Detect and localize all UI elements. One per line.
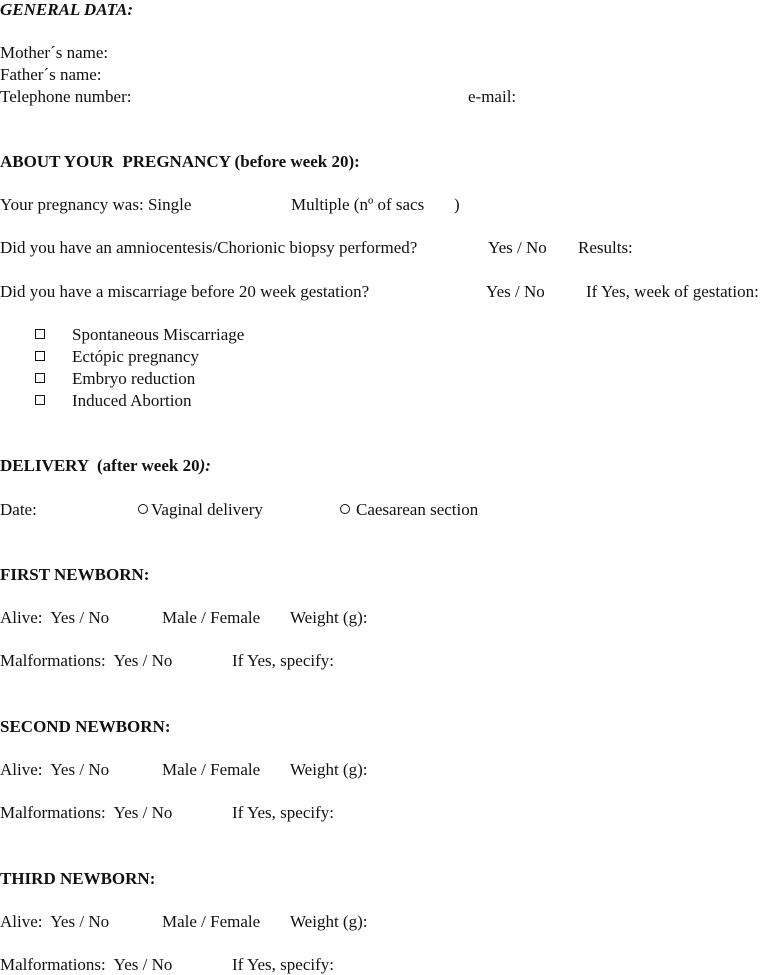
telephone-label: Telephone number: <box>0 87 132 106</box>
first-newborn-heading: FIRST NEWBORN: <box>0 565 150 584</box>
third-malformations-label: Malformations: Yes / No <box>0 955 173 974</box>
embryo-reduction-checkbox[interactable] <box>35 373 45 383</box>
first-sex-label: Male / Female <box>162 608 261 627</box>
amnio-yes-no: Yes / No <box>488 238 547 257</box>
email-label: e-mail: <box>468 87 517 106</box>
second-malformations-label: Malformations: Yes / No <box>0 803 173 822</box>
amnio-question: Did you have an amniocentesis/Chorionic biopsy performed? <box>0 238 418 257</box>
second-alive-label: Alive: Yes / No <box>0 760 110 779</box>
multiple-label: Multiple (nº of sacs ) <box>291 195 460 214</box>
third-weight-label: Weight (g): <box>290 912 368 931</box>
vaginal-label: Vaginal delivery <box>151 500 263 519</box>
ectopic-checkbox[interactable] <box>35 351 45 361</box>
ectopic-label: Ectópic pregnancy <box>72 347 199 366</box>
third-specify-label: If Yes, specify: <box>232 955 334 974</box>
second-weight-label: Weight (g): <box>290 760 368 779</box>
gestation-week-label: If Yes, week of gestation: <box>586 282 759 301</box>
third-sex-label: Male / Female <box>162 912 261 931</box>
delivery-heading-main: DELIVERY (after week 20 <box>0 456 200 475</box>
caesarean-option[interactable] <box>340 500 478 520</box>
first-malformations-label: Malformations: Yes / No <box>0 651 173 670</box>
third-newborn-heading: THIRD NEWBORN: <box>0 869 156 888</box>
miscarriage-yes-no: Yes / No <box>486 282 545 301</box>
results-label: Results: <box>578 238 633 257</box>
first-alive-label: Alive: Yes / No <box>0 608 110 627</box>
caesarean-radio-icon[interactable] <box>340 504 350 514</box>
induced-abortion-checkbox[interactable] <box>35 395 45 405</box>
second-sex-label: Male / Female <box>162 760 261 779</box>
first-specify-label: If Yes, specify: <box>232 651 334 670</box>
spontaneous-label: Spontaneous Miscarriage <box>72 325 245 344</box>
delivery-heading <box>0 456 211 476</box>
embryo-reduction-label: Embryo reduction <box>72 369 196 388</box>
pregnancy-type-label: Your pregnancy was: Single <box>0 195 192 214</box>
delivery-date-label: Date: <box>0 500 37 519</box>
general-data-heading: GENERAL DATA: <box>0 0 134 19</box>
vaginal-radio-icon[interactable] <box>138 504 148 514</box>
pregnancy-heading: ABOUT YOUR PREGNANCY (before week 20): <box>0 152 360 171</box>
spontaneous-checkbox[interactable] <box>35 329 45 339</box>
first-weight-label: Weight (g): <box>290 608 368 627</box>
mother-name-label: Mother´s name: <box>0 43 109 62</box>
delivery-heading-tail: ): <box>199 456 211 475</box>
second-newborn-heading: SECOND NEWBORN: <box>0 717 171 736</box>
father-name-label: Father´s name: <box>0 65 102 84</box>
vaginal-option[interactable] <box>138 500 263 520</box>
induced-abortion-label: Induced Abortion <box>72 391 192 410</box>
second-specify-label: If Yes, specify: <box>232 803 334 822</box>
miscarriage-question: Did you have a miscarriage before 20 week gestation? <box>0 282 370 301</box>
third-alive-label: Alive: Yes / No <box>0 912 110 931</box>
caesarean-label: Caesarean section <box>356 500 479 519</box>
